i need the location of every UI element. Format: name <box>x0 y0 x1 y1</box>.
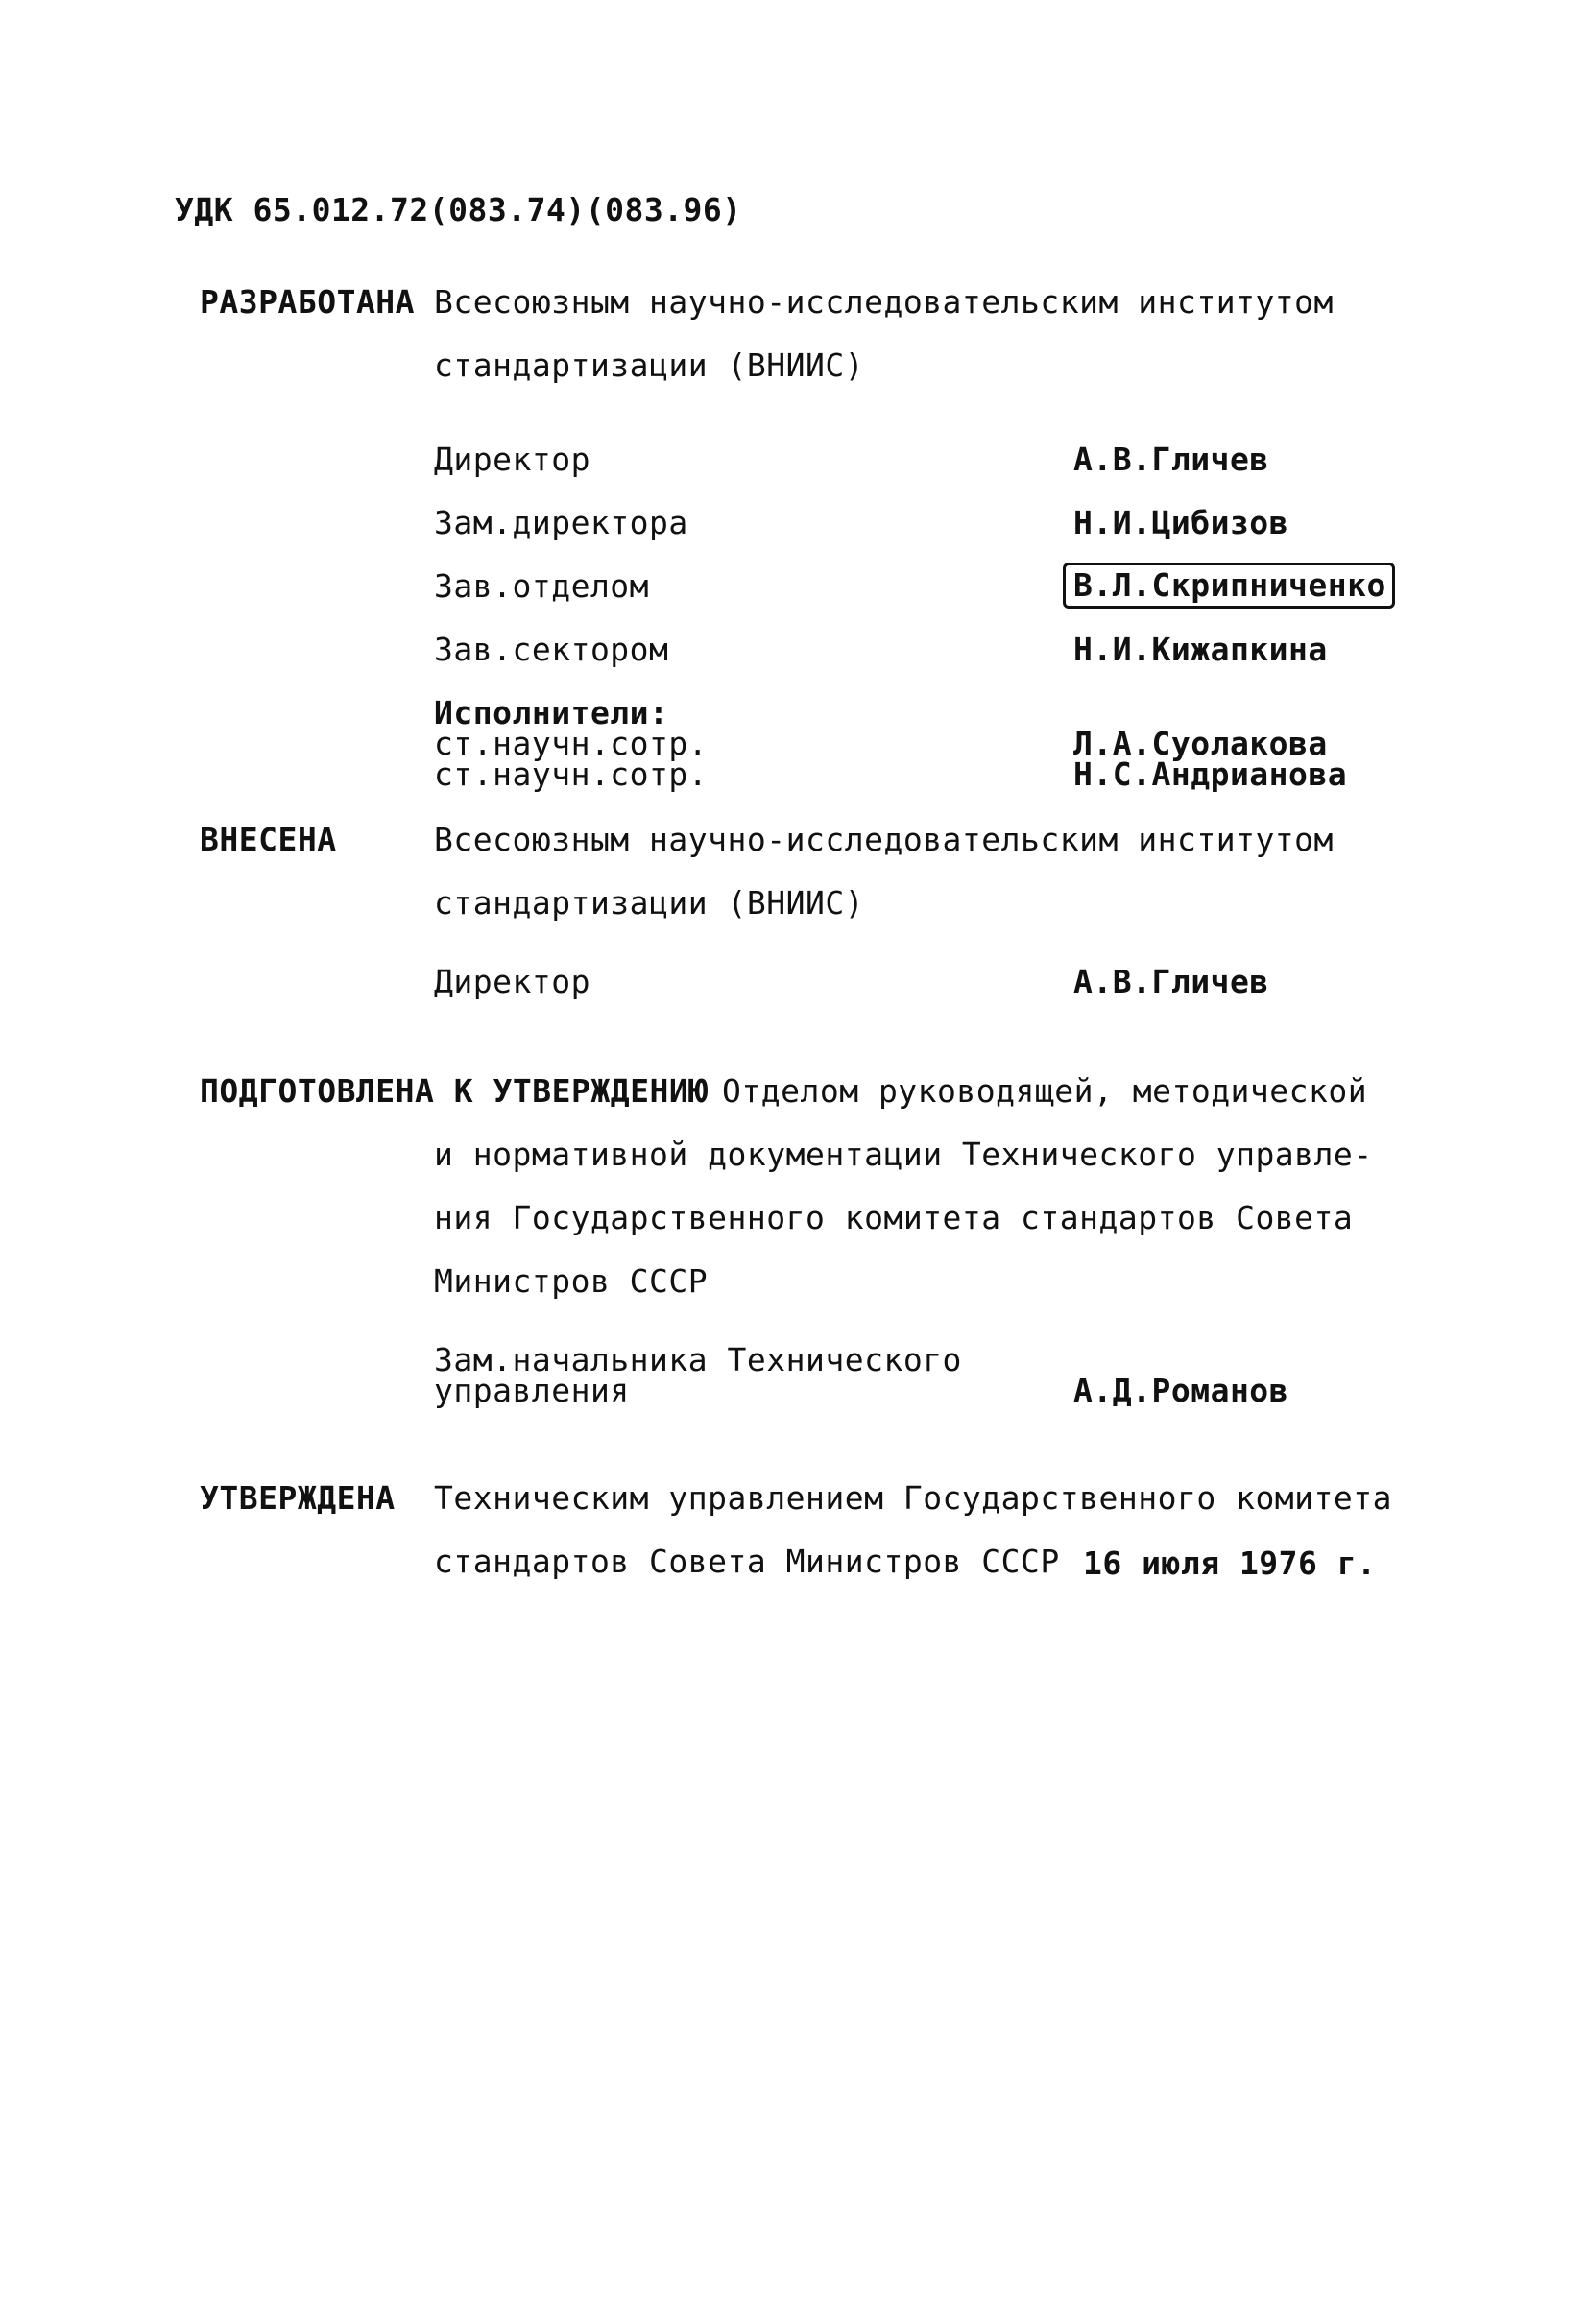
staff-name: А.В.Гличев <box>1073 441 1269 478</box>
prepared-line3: ния Государственного комитета стандартов Совета <box>434 1199 1354 1236</box>
staff-role: Директор <box>434 441 590 478</box>
developed-org-line2: стандартизации (ВНИИС) <box>434 347 865 384</box>
staff-name: Н.И.Кижапкина <box>1073 631 1328 668</box>
staff-role: Зав.сектором <box>434 631 669 668</box>
approved-date: 16 июля 1976 г. <box>1083 1545 1377 1582</box>
prepared-role-line2: управления <box>434 1372 630 1409</box>
prepared-line1: Отделом руководящей, методической <box>722 1072 1368 1110</box>
staff-role: Зам.директора <box>434 504 688 541</box>
approved-line1: Техническим управлением Государственного комитета <box>434 1479 1393 1517</box>
staff-name: Н.И.Цибизов <box>1073 504 1289 541</box>
performer-role: ст.научн.сотр. <box>434 755 709 793</box>
performer-name: Н.С.Андрианова <box>1073 755 1348 793</box>
performer-name: Л.А.Суолакова <box>1073 725 1328 762</box>
approved-label: УТВЕРЖДЕНА <box>200 1479 396 1517</box>
introduced-label: ВНЕСЕНА <box>200 821 337 858</box>
developed-org-line1: Всесоюзным научно-исследовательским институтом <box>434 283 1334 321</box>
prepared-role-line1: Зам.начальника Технического <box>434 1341 962 1378</box>
introduced-name: А.В.Гличев <box>1073 963 1269 1000</box>
prepared-line2: и нормативной документации Технического управле- <box>434 1136 1373 1173</box>
introduced-role: Директор <box>434 963 590 1000</box>
performer-role: ст.научн.сотр. <box>434 725 709 762</box>
approved-line2: стандартов Совета Министров СССР <box>434 1543 1060 1580</box>
prepared-name: А.Д.Романов <box>1073 1372 1289 1409</box>
udc-code: УДК 65.012.72(083.74)(083.96) <box>175 191 742 228</box>
staff-role: Зав.отделом <box>434 567 650 605</box>
staff-name-boxed: В.Л.Скрипниченко <box>1063 563 1395 609</box>
prepared-line4: Министров СССР <box>434 1262 709 1300</box>
performers-label: Исполнители: <box>434 694 669 731</box>
developed-label: РАЗРАБОТАНА <box>200 283 416 321</box>
prepared-label: ПОДГОТОВЛЕНА К УТВЕРЖДЕНИЮ <box>200 1072 709 1110</box>
introduced-org-line1: Всесоюзным научно-исследовательским институтом <box>434 821 1334 858</box>
introduced-org-line2: стандартизации (ВНИИС) <box>434 884 865 922</box>
